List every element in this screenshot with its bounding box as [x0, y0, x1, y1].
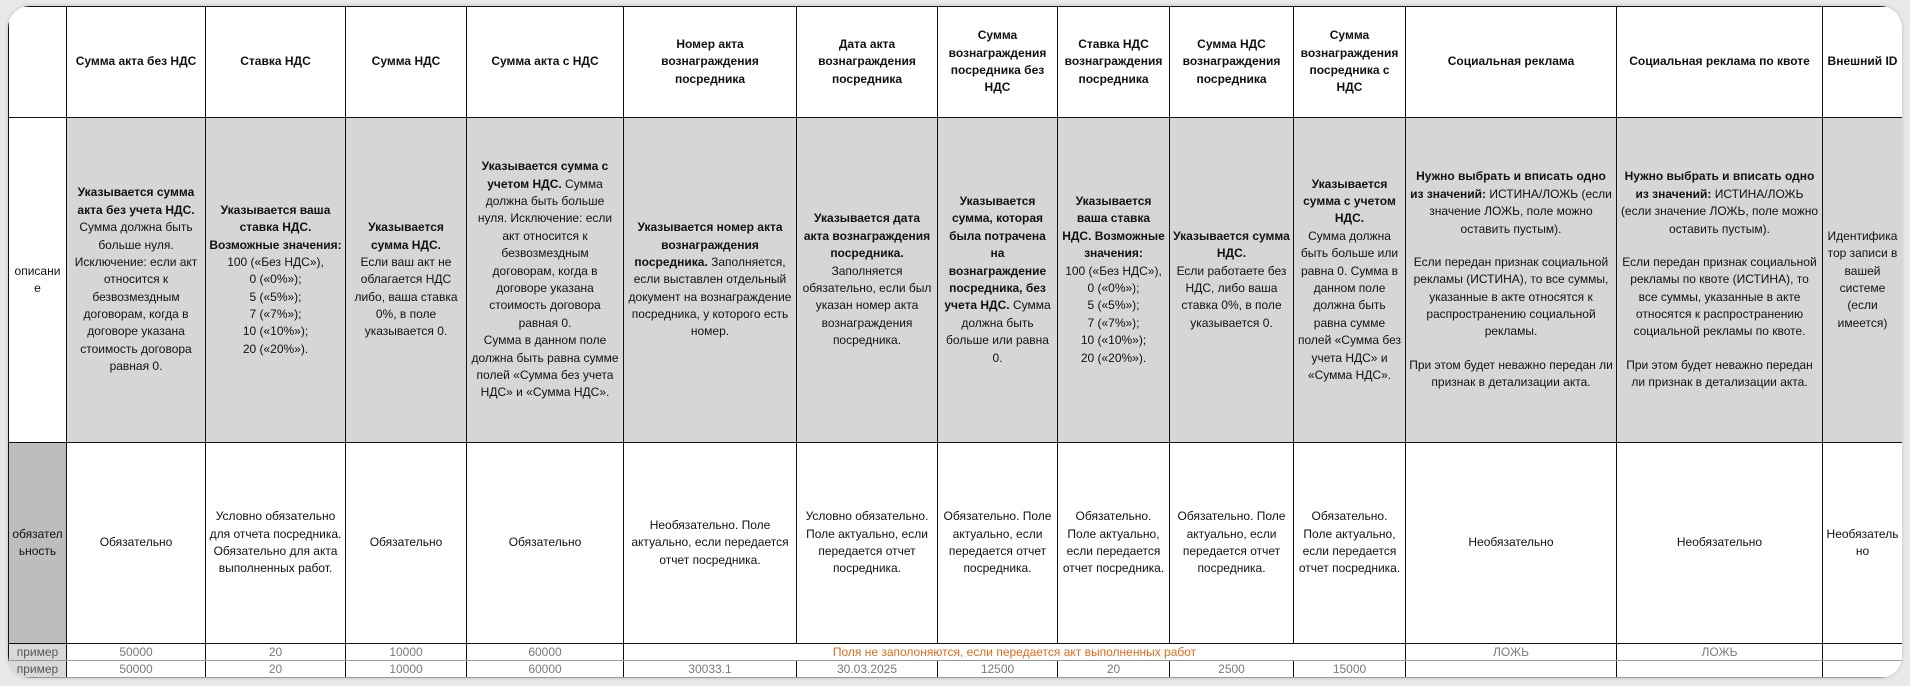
example-cell[interactable]: 20: [206, 644, 346, 661]
example-cell[interactable]: [1823, 644, 1903, 661]
example-cell[interactable]: 20: [206, 661, 346, 678]
required-cell[interactable]: Обязательно. Поле актуально, если передается отчет посредника.: [1294, 443, 1406, 644]
example-cell[interactable]: 60000: [467, 644, 624, 661]
description-bold: Нужно выбрать и вписать одно из значений:: [1624, 169, 1815, 201]
description-bold: Указывается сумма с учетом НДС.: [481, 159, 609, 191]
description-text: Если ваш акт не облагается НДС либо, ваша ставка 0%, в поле указывается 0.: [354, 254, 458, 339]
example-row-1: [9, 644, 1903, 661]
example-cell[interactable]: [1617, 661, 1823, 678]
description-text: Сумма должна быть больше или равна 0.: [946, 298, 1051, 365]
description-line: 20 («20%»).: [1080, 350, 1147, 365]
example-cell[interactable]: 10000: [346, 644, 467, 661]
description-line: 10 («10%»);: [242, 324, 309, 339]
description-bold: Указывается сумма НДС.: [1173, 228, 1290, 261]
description-bold: Нужно выбрать и вписать одно из значений:: [1410, 169, 1606, 201]
description-bold: Указывается дата акта вознаграждения посредника.: [803, 211, 931, 261]
row-label-example[interactable]: пример: [9, 661, 67, 678]
header-cell[interactable]: Сумма вознаграждения посредника с НДС: [1294, 7, 1406, 118]
description-line: 100 («Без НДС»),: [1065, 263, 1162, 278]
description-text: Если передан признак социальной рекламы по квоте (ИСТИНА), то все суммы, указанные в акте относятся к распространению социальной рекламы по квоте.: [1622, 254, 1817, 339]
example-cell[interactable]: 60000: [467, 661, 624, 678]
description-bold: Указывается ваша ставка НДС. Возможные значения:: [1062, 194, 1165, 261]
description-cell[interactable]: [624, 118, 797, 443]
description-text: Сумма должна быть больше нуля. Исключение: если акт относится к безвозмездным договорам, когда в договоре указана стоимость договора равная 0.: [74, 220, 198, 374]
description-line: 7 («7%»);: [249, 307, 302, 322]
required-cell[interactable]: Необязательно: [1406, 443, 1617, 644]
required-cell[interactable]: Обязательно: [467, 443, 624, 644]
description-text: ИСТИНА/ЛОЖЬ (если значение ЛОЖЬ, поле можно оставить пустым).: [1429, 186, 1612, 236]
description-text: При этом будет неважно передан ли признак в детализации акта.: [1409, 357, 1613, 390]
description-cell[interactable]: [938, 118, 1058, 443]
description-text: Заполняется, если выставлен отдельный документ на вознаграждение посредника, у которого есть номер.: [628, 254, 792, 339]
required-cell[interactable]: Условно обязательно для отчета посредника. Обязательно для акта выполненных работ.: [206, 443, 346, 644]
required-cell[interactable]: Условно обязательно. Поле актуально, если передается отчет посредника.: [797, 443, 938, 644]
description-cell[interactable]: [206, 118, 346, 443]
description-line: 10 («10%»);: [1080, 333, 1147, 348]
example-cell[interactable]: [1406, 661, 1617, 678]
row-label-required[interactable]: обязательность: [9, 443, 67, 644]
spreadsheet-table: [8, 6, 1902, 678]
description-bold: Указывается номер акта вознаграждения посредника.: [634, 220, 783, 269]
spreadsheet-frame: [8, 6, 1902, 678]
row-label-example[interactable]: пример: [9, 644, 67, 661]
row-label-description[interactable]: описание: [9, 118, 67, 443]
description-text: Сумма должна быть больше нуля. Исключение: если акт относится к безвозмездным договорам, когда в договоре указана стоимость договора равная 0.: [477, 176, 613, 330]
required-cell[interactable]: Необязательно: [1617, 443, 1823, 644]
required-cell[interactable]: Обязательно: [67, 443, 206, 644]
header-cell[interactable]: Социальная реклама: [1406, 7, 1617, 118]
description-cell[interactable]: [1617, 118, 1823, 443]
example-cell[interactable]: ЛОЖЬ: [1617, 644, 1823, 661]
required-row: [9, 443, 1903, 644]
header-cell-corner[interactable]: [9, 7, 67, 118]
example-cell[interactable]: 50000: [67, 661, 206, 678]
description-cell[interactable]: [1406, 118, 1617, 443]
description-line: 0 («0%»);: [249, 272, 302, 287]
description-line: 0 («0%»);: [1087, 281, 1140, 295]
description-bold: Указывается сумма, которая была потрачена на вознаграждение посредника, без учета НДС.: [944, 194, 1047, 313]
description-line: 5 («5%»);: [1087, 298, 1140, 313]
description-text: При этом будет неважно передан ли признак в детализации акта.: [1626, 357, 1813, 390]
description-cell[interactable]: [1058, 118, 1170, 443]
description-text: Идентификатор записи в вашей системе (если имеется): [1827, 228, 1898, 330]
header-cell[interactable]: Сумма акта с НДС: [467, 7, 624, 118]
header-cell[interactable]: Сумма НДС вознаграждения посредника: [1170, 7, 1294, 118]
required-cell[interactable]: Необязательно. Поле актуально, если передается отчет посредника.: [624, 443, 797, 644]
description-line: 5 («5%»);: [249, 289, 302, 304]
header-cell[interactable]: Социальная реклама по квоте: [1617, 7, 1823, 118]
example-cell[interactable]: 30033.1: [624, 661, 797, 678]
description-cell[interactable]: [1823, 118, 1903, 443]
required-cell[interactable]: Необязательно: [1823, 443, 1903, 644]
description-bold: Указывается сумма НДС.: [368, 220, 444, 252]
example-cell[interactable]: 15000: [1294, 661, 1406, 678]
example-row-2: [9, 661, 1903, 678]
description-cell[interactable]: [1170, 118, 1294, 443]
example-cell[interactable]: [1823, 661, 1903, 678]
header-cell[interactable]: Дата акта вознаграждения посредника: [797, 7, 938, 118]
description-text: Если работаете без НДС, либо ваша ставка 0%, в поле указывается 0.: [1176, 263, 1287, 330]
required-cell[interactable]: Обязательно. Поле актуально, если передается отчет посредника.: [938, 443, 1058, 644]
description-cell[interactable]: [467, 118, 624, 443]
description-text: Сумма в данном поле должна быть равна сумме полей «Сумма без учета НДС» и «Сумма НДС».: [471, 333, 619, 400]
header-cell[interactable]: Сумма вознаграждения посредника без НДС: [938, 7, 1058, 118]
required-cell[interactable]: Обязательно: [346, 443, 467, 644]
header-cell[interactable]: Номер акта вознаграждения посредника: [624, 7, 797, 118]
header-cell[interactable]: Ставка НДС вознаграждения посредника: [1058, 7, 1170, 118]
example-cell[interactable]: 30.03.2025: [797, 661, 938, 678]
header-cell[interactable]: Сумма НДС: [346, 7, 467, 118]
description-bold: Указывается сумма с учетом НДС.: [1303, 176, 1396, 226]
header-cell[interactable]: Внешний ID: [1823, 7, 1903, 118]
description-cell[interactable]: [797, 118, 938, 443]
example-note-cell[interactable]: Поля не заполоняются, если передается акт выполненных работ: [624, 644, 1406, 661]
header-cell[interactable]: Сумма акта без НДС: [67, 7, 206, 118]
example-cell[interactable]: 12500: [938, 661, 1058, 678]
example-cell[interactable]: 2500: [1170, 661, 1294, 678]
description-text: Сумма должна быть больше или равна 0. Сумма в данном поле должна быть равна сумме полей «Сумма без учета НДС» и «Сумма НДС».: [1298, 228, 1401, 382]
required-cell[interactable]: Обязательно. Поле актуально, если передается отчет посредника.: [1058, 443, 1170, 644]
description-cell[interactable]: [67, 118, 206, 443]
header-cell[interactable]: Ставка НДС: [206, 7, 346, 118]
description-line: 100 («Без НДС»),: [227, 254, 324, 269]
example-cell[interactable]: 50000: [67, 644, 206, 661]
example-cell[interactable]: ЛОЖЬ: [1406, 644, 1617, 661]
description-row: [9, 118, 1903, 443]
description-line: 7 («7%»);: [1087, 315, 1140, 330]
description-line: 20 («20%»).: [242, 341, 309, 356]
example-cell[interactable]: 20: [1058, 661, 1170, 678]
description-cell[interactable]: [1294, 118, 1406, 443]
description-text: ИСТИНА/ЛОЖЬ (если значение ЛОЖЬ, поле можно оставить пустым).: [1620, 186, 1819, 236]
description-bold: Указывается сумма акта без учета НДС.: [77, 185, 195, 217]
required-cell[interactable]: Обязательно. Поле актуально, если передается отчет посредника.: [1170, 443, 1294, 644]
description-cell[interactable]: [346, 118, 467, 443]
description-text: Если передан признак социальной рекламы (ИСТИНА), то все суммы, указанные в акте относятся к распространению социальной рекламы.: [1413, 254, 1609, 339]
header-row: [9, 7, 1903, 118]
description-text: Заполняется обязательно, если был указан номер акта вознаграждения посредника.: [802, 263, 932, 348]
example-cell[interactable]: 10000: [346, 661, 467, 678]
description-bold: Указывается ваша ставка НДС. Возможные значения:: [209, 202, 342, 252]
